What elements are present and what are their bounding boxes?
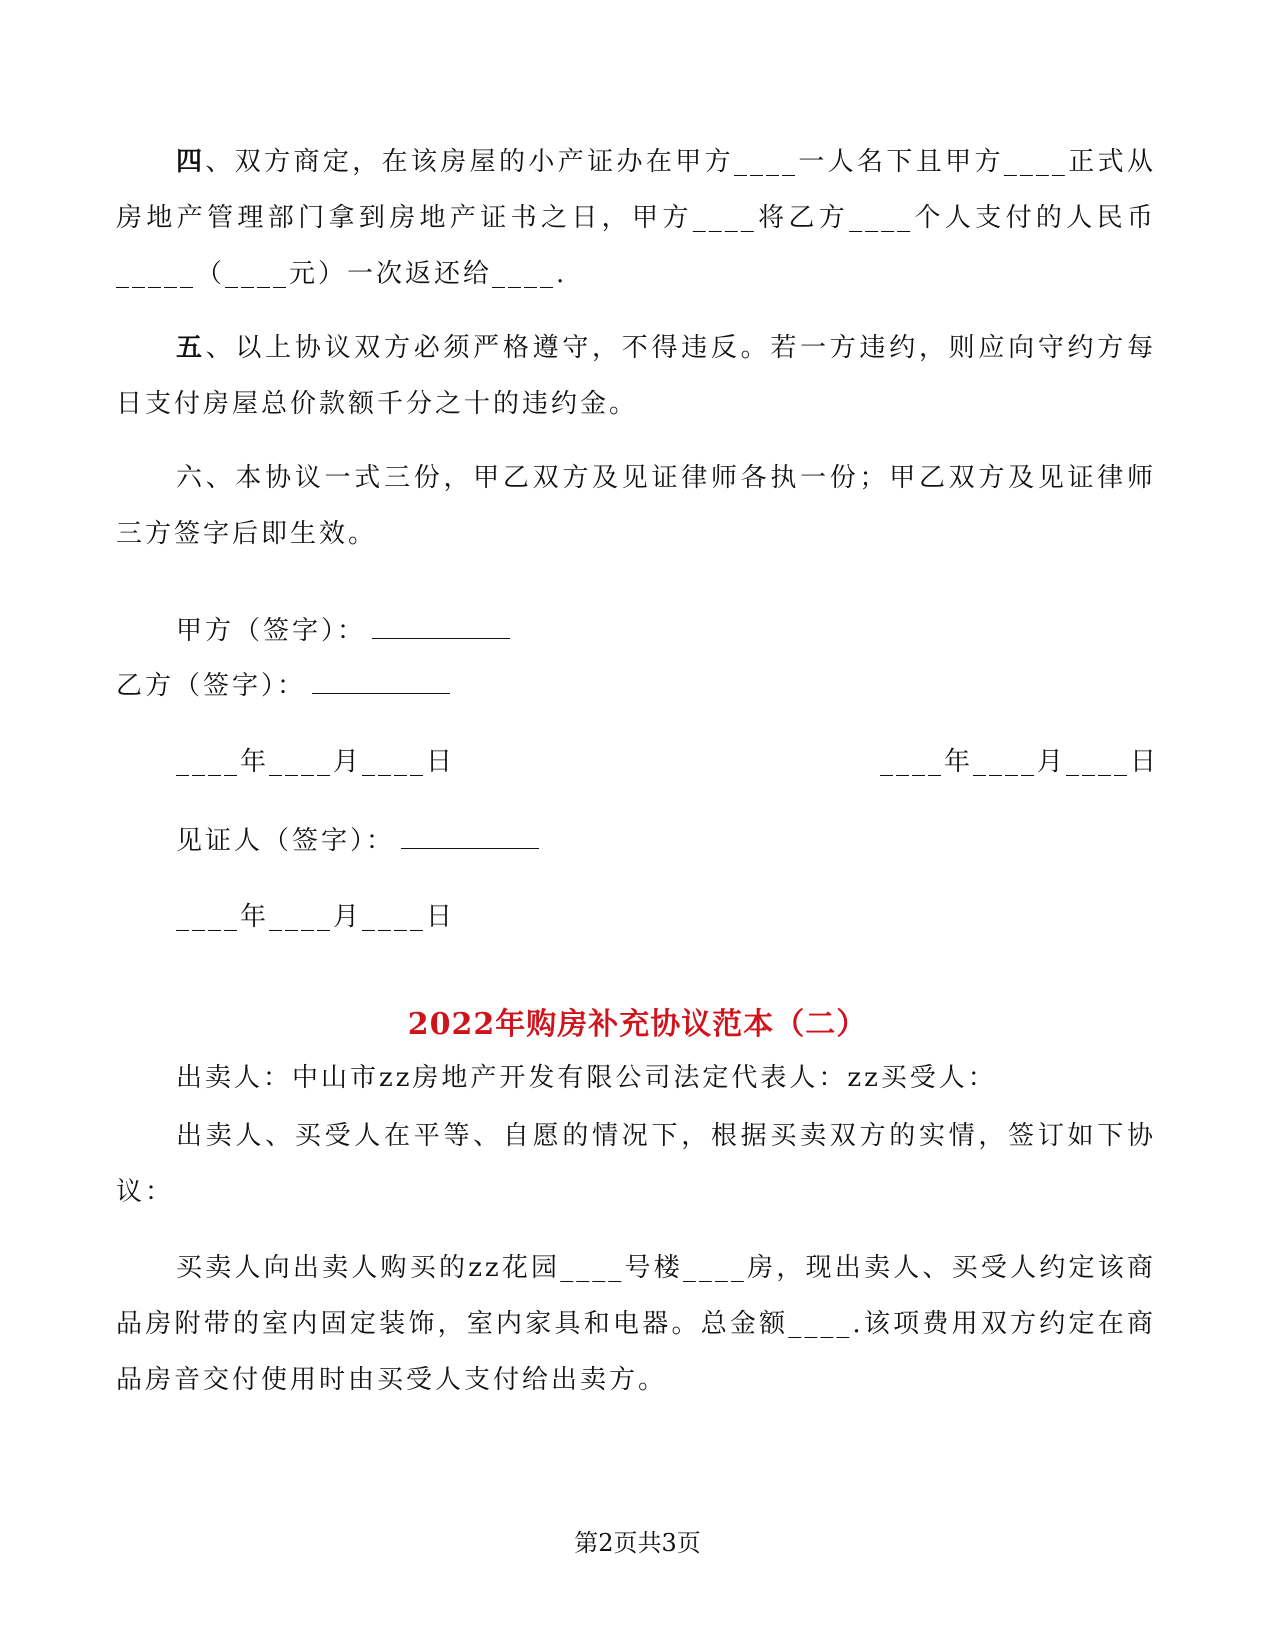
clause-5-text: 、以上协议双方必须严格遵守，不得违反。若一方违约，则应向守约方每日支付房屋总价款额千分之十的违约金。 bbox=[116, 333, 1156, 419]
party-b-signature-line bbox=[116, 665, 450, 706]
section-intro-paragraph: 出卖人、买受人在平等、自愿的情况下，根据买卖双方的实情，签订如下协议： bbox=[116, 1121, 1156, 1207]
date-witness: ____年____月____日 bbox=[176, 902, 456, 932]
date-right: ____年____月____日 bbox=[880, 747, 1160, 777]
witness-signature-label: 见证人（签字）： bbox=[176, 826, 396, 856]
party-a-signature-line bbox=[176, 610, 510, 651]
clause-5-paragraph bbox=[116, 320, 1156, 432]
clause-6-paragraph: 六、本协议一式三份，甲乙双方及见证律师各执一份；甲乙双方及见证律师三方签字后即生效。 bbox=[116, 463, 1156, 549]
party-b-signature-blank[interactable] bbox=[312, 665, 450, 694]
section-body-paragraph: 买卖人向出卖人购买的zz花园____号楼____房，现出卖人、买受人约定该商品房附带的室内固定装饰，室内家具和电器。总金额____.该项费用双方约定在商品房音交付使用时由买受人支付给出卖方。 bbox=[116, 1253, 1156, 1395]
party-a-signature-label: 甲方（签字）： bbox=[176, 616, 367, 646]
witness-signature-blank[interactable] bbox=[401, 820, 539, 849]
clause-4-number: 四 bbox=[176, 147, 206, 177]
section-parties-line: 出卖人：中山市zz房地产开发有限公司法定代表人：zz买受人： bbox=[176, 1063, 997, 1093]
clause-4-paragraph bbox=[116, 134, 1156, 302]
party-b-signature-label: 乙方（签字）： bbox=[116, 671, 307, 701]
section-title: 2022年购房补充协议范本（二） bbox=[407, 1007, 868, 1042]
party-a-signature-blank[interactable] bbox=[372, 610, 510, 639]
clause-5-number: 五 bbox=[176, 333, 206, 363]
page-number-footer: 第2页共3页 bbox=[574, 1529, 701, 1557]
clause-4-text: 、双方商定，在该房屋的小产证办在甲方____一人名下且甲方____正式从房地产管理部门拿到房地产证书之日，甲方____将乙方____个人支付的人民币_____（____元）一次返还给____. bbox=[116, 147, 1156, 289]
witness-signature-line bbox=[176, 820, 539, 861]
date-left: ____年____月____日 bbox=[176, 747, 456, 777]
